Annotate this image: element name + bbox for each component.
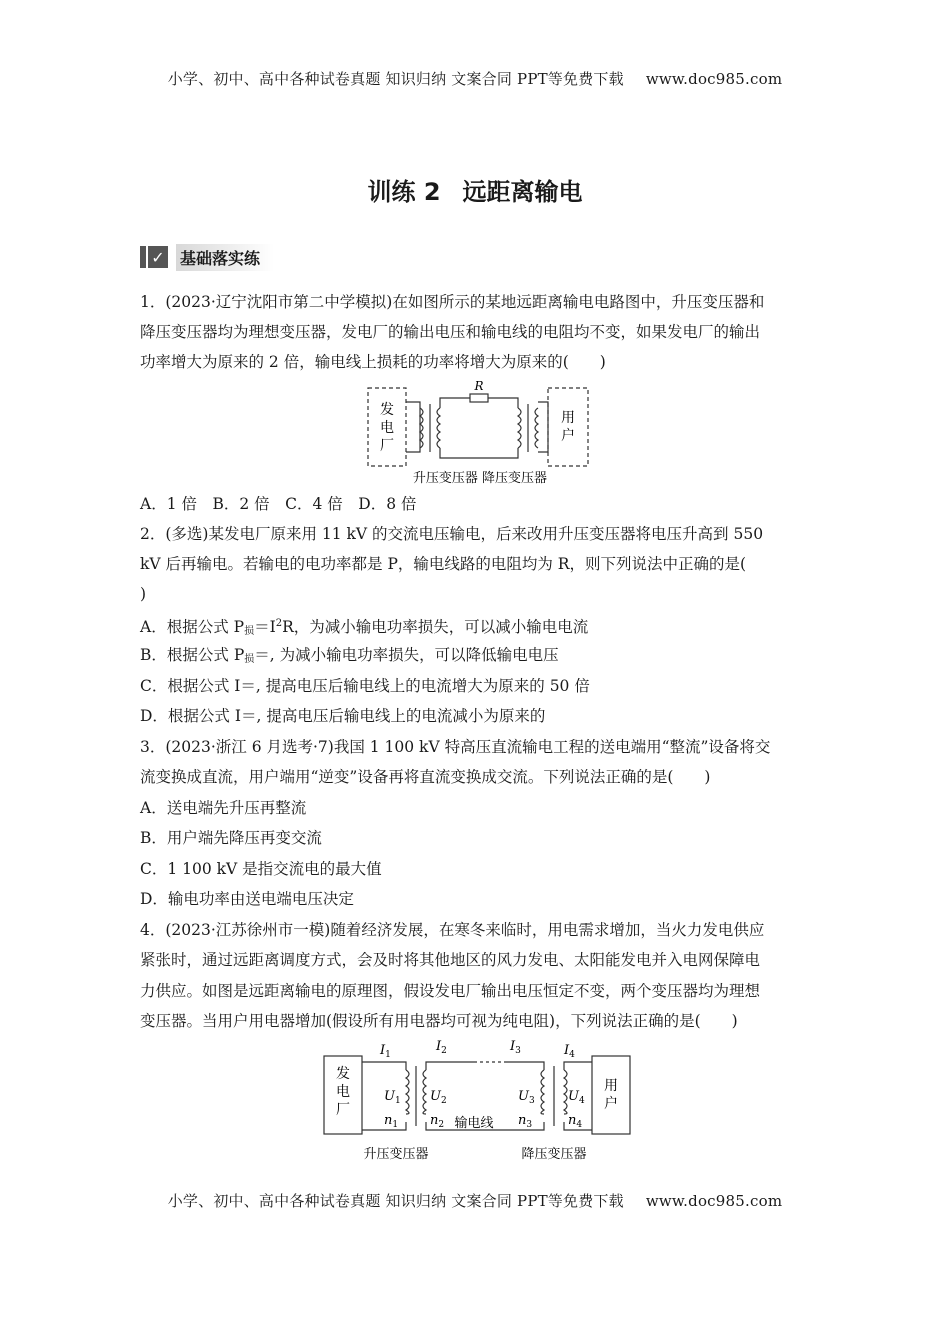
q1-circuit-diagram <box>360 378 600 488</box>
page-footer <box>0 1190 950 1211</box>
q4-turns-2: n <box>430 1113 439 1128</box>
q3-option-c: C．1 100 kV 是指交流电的最大值 <box>140 860 382 878</box>
q4-caption-right: 降压变压器 <box>521 1147 587 1162</box>
q2-option-c: C．根据公式 I＝, 提高电压后输电线上的电流增大为原来的 50 倍 <box>140 677 590 695</box>
svg-text:I4 <box>563 1043 575 1060</box>
svg-text:U2 <box>430 1089 447 1106</box>
q4-voltage-1-sub: 1 <box>394 1096 401 1106</box>
q1-right-box-char1: 用 <box>561 410 575 426</box>
svg-text:n2 <box>430 1113 444 1130</box>
q3-line-2: 流变换成直流，用户端用“逆变”设备再将直流变换成交流。下列说法正确的是( ) <box>140 768 711 786</box>
q4-turns-4-sub: 4 <box>576 1120 583 1130</box>
q4-left-box-char2: 电 <box>336 1084 350 1100</box>
q2-option-b-pre: B．根据公式 P <box>140 646 245 664</box>
q4-current-4: I <box>564 1043 570 1058</box>
q2-option-b-post: ＝, 为减小输电功率损失，可以降低输电电压 <box>254 646 559 664</box>
q4-current-2-sub: 2 <box>441 1046 447 1056</box>
page-title <box>0 172 950 207</box>
q4-voltage-4-sub: 4 <box>578 1096 585 1106</box>
q2-option-a-post: R，为减小输电功率损失，可以减小输电电流 <box>282 618 589 636</box>
q2-option-a-sup: 2 <box>275 618 283 629</box>
q3-option-b: B．用户端先降压再变交流 <box>140 829 322 847</box>
q4-caption-left: 升压变压器 <box>363 1147 429 1162</box>
q2-option-a-sub: 损 <box>244 626 255 637</box>
q1-right-box-char2: 户 <box>561 428 575 444</box>
svg-text:n1 <box>384 1113 398 1130</box>
q4-current-1-sub: 1 <box>385 1050 391 1060</box>
title-text: 远距离输电 <box>462 178 583 206</box>
q2-option-a-mid: ＝I <box>254 618 276 636</box>
svg-text:n4 <box>568 1113 582 1130</box>
q4-turns-3: n <box>518 1113 527 1128</box>
footer-url[interactable]: www.doc985.com <box>645 1192 783 1210</box>
q4-circuit-diagram <box>322 1036 634 1164</box>
q4-line-1: 4．(2023·江苏徐州市一模)随着经济发展，在寒冬来临时，用电需求增加，当火力发电供应 <box>140 921 765 939</box>
q2-option-b-sub: 损 <box>244 654 255 665</box>
q4-current-3-sub: 3 <box>515 1046 521 1056</box>
q4-current-3: I <box>510 1039 516 1054</box>
q4-current-2: I <box>436 1039 442 1054</box>
q4-turns-4: n <box>568 1113 577 1128</box>
q1-line-3: 功率增大为原来的 2 倍，输电线上损耗的功率将增大为原来的( ) <box>140 353 606 371</box>
q4-voltage-3-sub: 3 <box>528 1096 535 1106</box>
q1-figure-caption: 升压变压器 降压变压器 <box>412 471 548 486</box>
q3-option-d: D．输电功率由送电端电压决定 <box>140 890 354 908</box>
q1-left-box-char1: 发 <box>380 402 394 418</box>
q1-left-box-char2: 电 <box>380 420 394 436</box>
q2-line-1: 2．(多选)某发电厂原来用 11 kV 的交流电压输电，后来改用升压变压器将电压升高到 550 <box>140 525 764 543</box>
q4-current-4-sub: 4 <box>569 1050 575 1060</box>
q4-turns-2-sub: 2 <box>438 1120 445 1130</box>
q4-right-box-char2: 户 <box>604 1096 618 1112</box>
q1-line-1: 1．(2023·辽宁沈阳市第二中学模拟)在如图所示的某地远距离输电电路图中，升压变压器和 <box>140 293 765 311</box>
q4-turns-1-sub: 1 <box>392 1120 399 1130</box>
svg-text:I3 <box>509 1039 521 1056</box>
q4-voltage-3: U <box>518 1089 529 1104</box>
q2-line-2: kV 后再输电。若输电的电功率都是 P，输电线路的电阻均为 R，则下列说法中正确的是( <box>140 555 747 573</box>
header-url[interactable]: www.doc985.com <box>645 70 783 88</box>
q4-line-2: 紧张时，通过远距离调度方式，会及时将其他地区的风力发电、太阳能发电并入电网保障电 <box>140 951 761 969</box>
q3-line-1: 3．(2023·浙江 6 月选考·7)我国 1 100 kV 特高压直流输电工程的送电端用“整流”设备将交 <box>140 738 771 756</box>
q1-line-2: 降压变压器均为理想变压器，发电厂的输出电压和输电线的电阻均不变，如果发电厂的输出 <box>140 323 761 341</box>
q4-voltage-2: U <box>430 1089 441 1104</box>
svg-text:I2 <box>435 1039 447 1056</box>
page-header <box>0 68 950 89</box>
q4-turns-3-sub: 3 <box>526 1120 533 1130</box>
q2-option-a <box>140 614 588 642</box>
q4-left-box-char3: 厂 <box>336 1102 350 1118</box>
q4-voltage-4: U <box>568 1089 579 1104</box>
q1-left-box-char3: 厂 <box>380 438 394 454</box>
q4-line-3: 力供应。如图是远距离输电的原理图，假设发电厂输出电压恒定不变，两个变压器均为理想 <box>140 982 761 1000</box>
q2-option-d: D．根据公式 I＝, 提高电压后输电线上的电流减小为原来的 <box>140 707 546 725</box>
header-text: 小学、初中、高中各种试卷真题 知识归纳 文案合同 PPT等免费下载 <box>167 70 624 88</box>
q3-option-a: A．送电端先升压再整流 <box>140 799 307 817</box>
title-number: 训练 2 <box>367 178 441 206</box>
q1-options: A．1 倍 B．2 倍 C．4 倍 D．8 倍 <box>140 495 417 513</box>
q2-option-a-pre: A．根据公式 P <box>140 618 245 636</box>
section-heading <box>140 244 274 270</box>
q2-line-3: ) <box>140 585 147 603</box>
q4-line-4: 变压器。当用户用电器增加(假设所有用电器均可视为纯电阻)，下列说法正确的是( ) <box>140 1012 738 1030</box>
q1-resistor-label: R <box>474 379 484 393</box>
section-bar <box>140 246 146 268</box>
svg-text:U4 <box>568 1089 585 1106</box>
q4-left-box-char1: 发 <box>336 1066 350 1082</box>
svg-text:I1 <box>379 1043 391 1060</box>
q4-current-1: I <box>380 1043 386 1058</box>
svg-text:n3 <box>518 1113 532 1130</box>
q4-voltage-1: U <box>384 1089 395 1104</box>
svg-text:U3 <box>518 1089 535 1106</box>
q4-line-label: 输电线 <box>454 1116 494 1131</box>
q2-option-b <box>140 645 559 670</box>
q4-voltage-2-sub: 2 <box>440 1096 447 1106</box>
footer-text: 小学、初中、高中各种试卷真题 知识归纳 文案合同 PPT等免费下载 <box>167 1192 624 1210</box>
check-icon: ✓ <box>148 246 168 268</box>
q4-turns-1: n <box>384 1113 393 1128</box>
section-label: 基础落实练 <box>176 244 274 271</box>
q4-right-box-char1: 用 <box>604 1078 618 1094</box>
svg-text:U1 <box>384 1089 401 1106</box>
